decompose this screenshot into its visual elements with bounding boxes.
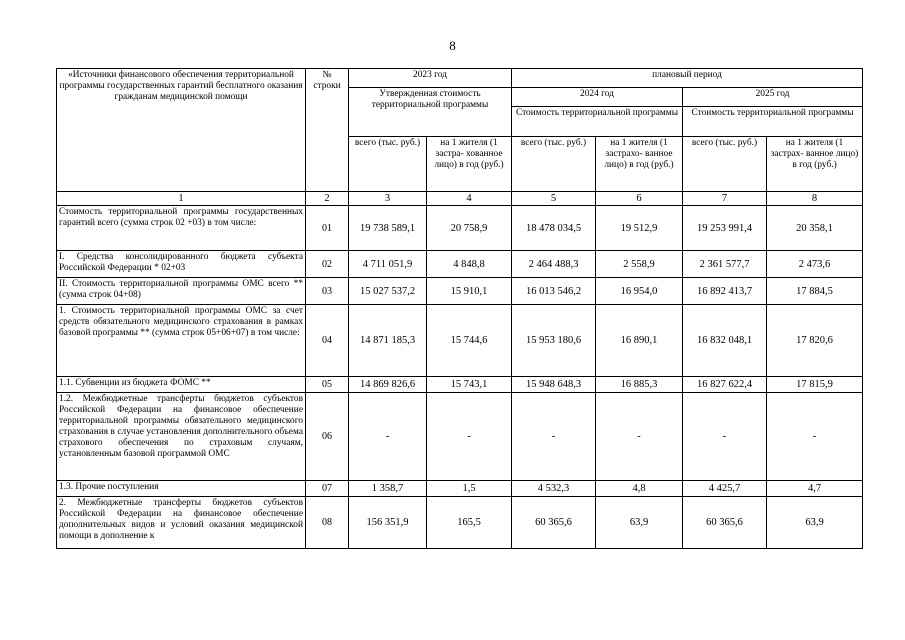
header-cost-2024: Стоимость территориальной программы: [512, 107, 683, 137]
cell-value: 16 890,1: [596, 305, 683, 377]
cell-value: 16 827 622,4: [683, 377, 767, 393]
table-row: [57, 251, 863, 278]
cell-value: -: [512, 393, 596, 481]
table-row: [57, 278, 863, 305]
row-code: 04: [306, 305, 349, 377]
row-code: 01: [306, 206, 349, 251]
cell-value: 63,9: [767, 497, 863, 549]
cell-value: 4 711 051,9: [349, 251, 427, 278]
cell-value: 16 885,3: [596, 377, 683, 393]
cell-value: 20 758,9: [427, 206, 512, 251]
column-number: 3: [349, 192, 427, 206]
table-row: [57, 377, 863, 393]
cell-value: 2 473,6: [767, 251, 863, 278]
cell-value: 4 532,3: [512, 481, 596, 497]
header-per-capita-2024: на 1 жителя (1 застрахо- ванное лицо) в год (руб.): [596, 137, 683, 192]
cell-value: 1 358,7: [349, 481, 427, 497]
cell-value: 156 351,9: [349, 497, 427, 549]
cell-value: 4 425,7: [683, 481, 767, 497]
cell-value: 17 820,6: [767, 305, 863, 377]
header-source-title: «Источники финансового обеспечения территориальной программы государственных гарантий бесплатного оказания гражданам медицинской помощи: [57, 69, 306, 192]
header-2025: 2025 год: [683, 88, 863, 107]
cell-value: 16 892 413,7: [683, 278, 767, 305]
column-number: 4: [427, 192, 512, 206]
cell-value: 2 361 577,7: [683, 251, 767, 278]
row-code: 02: [306, 251, 349, 278]
row-code: 08: [306, 497, 349, 549]
header-total-2024: всего (тыс. руб.): [512, 137, 596, 192]
header-per-capita-2023: на 1 жителя (1 застра- хованное лицо) в год (руб.): [427, 137, 512, 192]
row-name: 1.2. Межбюджетные трансферты бюджетов субъектов Российской Федерации на финансовое обеспечение территориальной программы обязательного медицинского страхования в случае установления дополнительного объема страхового обеспечения по страховым случаям, установленным базовой программой ОМС: [57, 393, 306, 481]
cell-value: -: [683, 393, 767, 481]
row-name: 1. Стоимость территориальной программы ОМС за счет средств обязательного медицинского страхования в рамках базовой программы ** (сумма строк 05+06+07) в том числе:: [57, 305, 306, 377]
row-name: 2. Межбюджетные трансферты бюджетов субъектов Российской Федерации на финансовое обеспечение дополнительных видов и условий оказания медицинской помощи в дополнение к: [57, 497, 306, 549]
table-row: [57, 305, 863, 377]
row-code: 07: [306, 481, 349, 497]
header-2023: 2023 год: [349, 69, 512, 88]
cell-value: -: [349, 393, 427, 481]
header-cost-2025: Стоимость территориальной программы: [683, 107, 863, 137]
table-row: [57, 393, 863, 481]
cell-value: 15 910,1: [427, 278, 512, 305]
header-row-no: № строки: [306, 69, 349, 192]
cell-value: 15 743,1: [427, 377, 512, 393]
row-name: II. Стоимость территориальной программы ОМС всего ** (сумма строк 04+08): [57, 278, 306, 305]
column-number: 8: [767, 192, 863, 206]
financing-sources-table: [56, 68, 863, 549]
header-per-capita-2025: на 1 жителя (1 застрах- ванное лицо) в год (руб.): [767, 137, 863, 192]
table-row: [57, 481, 863, 497]
column-number-row: [57, 192, 863, 206]
cell-value: -: [767, 393, 863, 481]
column-number: 6: [596, 192, 683, 206]
page-number: 8: [449, 38, 456, 53]
cell-value: -: [427, 393, 512, 481]
cell-value: -: [596, 393, 683, 481]
row-name: Стоимость территориальной программы государственных гарантий всего (сумма строк 02 +03) в том числе:: [57, 206, 306, 251]
cell-value: 60 365,6: [512, 497, 596, 549]
column-number: 7: [683, 192, 767, 206]
cell-value: 4,8: [596, 481, 683, 497]
cell-value: 19 738 589,1: [349, 206, 427, 251]
cell-value: 4 848,8: [427, 251, 512, 278]
column-number: 1: [57, 192, 306, 206]
cell-value: 16 832 048,1: [683, 305, 767, 377]
cell-value: 15 948 648,3: [512, 377, 596, 393]
row-code: 03: [306, 278, 349, 305]
cell-value: 18 478 034,5: [512, 206, 596, 251]
table-row: [57, 497, 863, 549]
cell-value: 14 869 826,6: [349, 377, 427, 393]
header-planned-period: плановый период: [512, 69, 863, 88]
cell-value: 14 871 185,3: [349, 305, 427, 377]
header-total-2025: всего (тыс. руб.): [683, 137, 767, 192]
cell-value: 17 884,5: [767, 278, 863, 305]
cell-value: 2 558,9: [596, 251, 683, 278]
header-total-2023: всего (тыс. руб.): [349, 137, 427, 192]
cell-value: 17 815,9: [767, 377, 863, 393]
cell-value: 2 464 488,3: [512, 251, 596, 278]
table-row: [57, 206, 863, 251]
cell-value: 20 358,1: [767, 206, 863, 251]
cell-value: 63,9: [596, 497, 683, 549]
cell-value: 1,5: [427, 481, 512, 497]
row-name: 1.1. Субвенции из бюджета ФОМС **: [57, 377, 306, 393]
row-code: 05: [306, 377, 349, 393]
cell-value: 19 253 991,4: [683, 206, 767, 251]
cell-value: 15 744,6: [427, 305, 512, 377]
cell-value: 16 954,0: [596, 278, 683, 305]
cell-value: 60 365,6: [683, 497, 767, 549]
column-number: 2: [306, 192, 349, 206]
cell-value: 15 953 180,6: [512, 305, 596, 377]
cell-value: 19 512,9: [596, 206, 683, 251]
row-name: I. Средства консолидированного бюджета субъекта Российской Федерации * 02+03: [57, 251, 306, 278]
cell-value: 15 027 537,2: [349, 278, 427, 305]
row-name: 1.3. Прочие поступления: [57, 481, 306, 497]
column-number: 5: [512, 192, 596, 206]
header-2024: 2024 год: [512, 88, 683, 107]
cell-value: 165,5: [427, 497, 512, 549]
row-code: 06: [306, 393, 349, 481]
header-approved-cost: Утвержденная стоимость территориальной программы: [349, 88, 512, 137]
cell-value: 4,7: [767, 481, 863, 497]
cell-value: 16 013 546,2: [512, 278, 596, 305]
